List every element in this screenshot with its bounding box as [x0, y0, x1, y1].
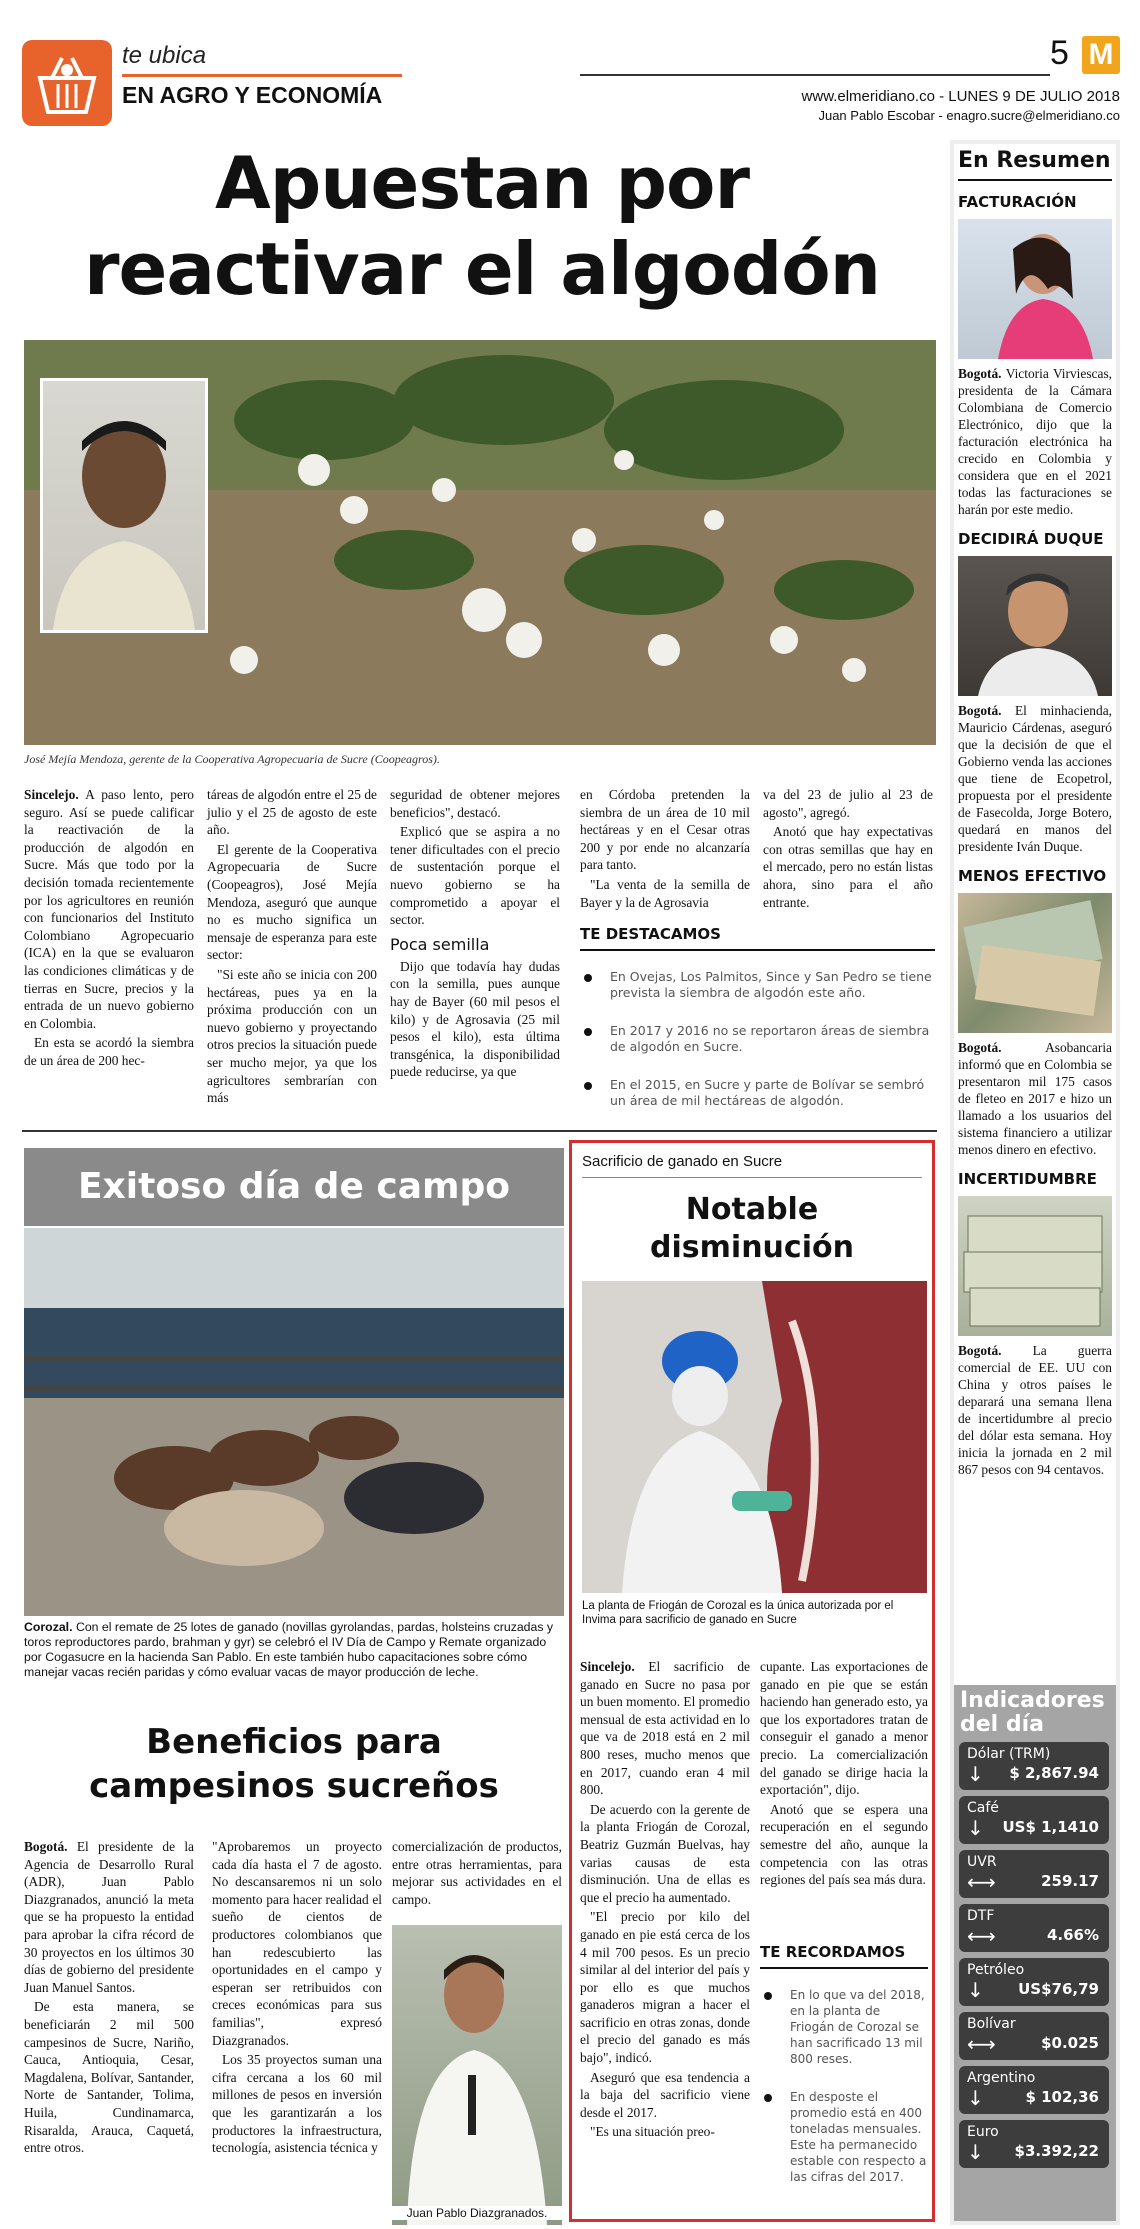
remember-title: TE RECORDAMOS — [760, 1943, 928, 1969]
ganado-article-box — [569, 1140, 935, 2222]
ganado-photo-caption: La planta de Friogán de Corozal es la única autorizada por el Invima para sacrificio de ganado en Sucre — [582, 1600, 894, 1626]
campo-banner: Exitoso día de campo — [24, 1148, 564, 1226]
beneficios-col-1: Bogotá. El presidente de la Agencia de Desarrollo Rural (ADR), Juan Pablo Diazgranados, anunció la meta que se ha propuesto la entidad para aprobar la cifra récord de 30 proyectos en los últimos 30 días de gobierno del presidente Juan Manuel Santos. De esta manera, se beneficiarán 2 mil 500 campesinos de Sucre, Nariño, Cauca, Antioquia, Cesar, Magdalena, Bolívar, Santander, Norte de Santander, Tolima, Huila, Cundinamarca, Risaralda, Arauca, Caquetá, entre otros. — [24, 1839, 194, 2156]
bullet-icon — [584, 1082, 592, 1090]
section-main-label: EN AGRO Y ECONOMÍA — [122, 82, 383, 108]
kicker-rule — [582, 1177, 922, 1178]
indicator-uvr: UVR ⟷ 259.17 — [959, 1850, 1109, 1898]
subhead-poca-semilla: Poca semilla — [390, 934, 490, 954]
bullet-icon — [764, 2094, 772, 2102]
main-col-5: va del 23 de julio al 23 de agosto", agregó. Anotó que hay expectativas con otras semillas que hay en el mercado, pero no están listas ahora, sino para el año entrante. — [763, 787, 933, 910]
ganado-kicker: Sacrificio de ganado en Sucre — [582, 1153, 783, 1170]
diazgranados-photo — [392, 1925, 562, 2225]
main-col-3: seguridad de obtener mejores beneficios", destacó. Explicó que se aspira a no tener dificultades con el precio de sustentación porque el nuevo gobierno se ha comprometido a apoyar el sector. Poca semilla Dijo que todavía hay dudas con la semilla, pues aunque hay de Bayer (60 mil pesos el kilo) y de Agrosavia (25 mil pesos el kilo), esta última transgénica, la disponibilidad puede reducirse, ya que — [390, 787, 560, 1080]
sidebar-heading: INCERTIDUMBRE — [958, 1170, 1097, 1188]
sidebar-photo-efectivo — [958, 893, 1112, 1033]
highlight-item: En Ovejas, Los Palmitos, Since y San Pedro se tiene prevista la siembra de algodón este año. — [580, 969, 935, 1001]
bullet-icon — [764, 1992, 772, 2000]
main-col-4: en Córdoba pretenden la siembra de un área de 10 mil hectáreas y en el Cesar otras 200 y por ende no alcanzaría para tanto. "La venta de la semilla de Bayer y la de Agrosavia — [580, 787, 750, 910]
beneficios-headline: Beneficios para campesinos sucreños — [89, 1722, 499, 1806]
dateline: www.elmeridiano.co - LUNES 9 DE JULIO 2018 — [801, 88, 1120, 105]
sidebar-heading: FACTURACIÓN — [958, 193, 1077, 211]
portrait-inset-photo — [40, 378, 208, 633]
highlight-item: En 2017 y 2016 no se reportaron áreas de siembra de algodón en Sucre. — [580, 1023, 935, 1055]
basket-logo-icon — [22, 40, 112, 126]
sidebar-heading: MENOS EFECTIVO — [958, 867, 1107, 885]
cotton-field-photo — [24, 340, 936, 745]
bullet-icon — [584, 1028, 592, 1036]
arrow-flat-icon: ⟷ — [967, 2032, 996, 2056]
main-col-2: táreas de algodón entre el 25 de julio y el 25 de agosto de este año. El gerente de la Cooperativa Agropecuaria de Sucre (Coopeagros), José Mejía Mendoza, aseguró que aunque no es mucho significa un mensaje de esperanza para este sector: "Si este año se inicia con 200 hectáreas, pues ya en la próxima producción con un nuevo gobierno y proyectando otros precios la situación puede ser mucho mejor, ya que los agricultores sembrarían con más — [207, 787, 377, 1106]
indicator-petroleo: Petróleo ↓ US$76,79 — [959, 1958, 1109, 2006]
main-headline: Apuestan por reactivar el algodón — [84, 141, 880, 311]
arrow-down-icon: ↓ — [967, 1762, 984, 1786]
beneficios-col-2: "Aprobaremos un proyecto cada día hasta el 7 de agosto. No descansaremos ni un solo momento para hacer realidad el sueño de cientos de productores colombianos que han redescubierto las oportunidades en el campo y esperan ser retribuidos con creces económicas para sus familias", expresó Diazgranados. Los 35 proyectos suman una cifra cercana a los 60 mil millones de pesos en inversión que les garantizarán a los productores la infraestructura, tecnología, asistencia técnica y — [212, 1839, 382, 2156]
indicator-bolivar: Bolívar ⟷ $0.025 — [959, 2012, 1109, 2060]
author-line: Juan Pablo Escobar - enagro.sucre@elmeridiano.co — [818, 108, 1120, 123]
arrow-down-icon: ↓ — [967, 2086, 984, 2110]
section-small-label: te ubica — [122, 42, 207, 69]
campo-caption: Corozal. Con el remate de 25 lotes de ganado (novillas gyrolandas, pardas, holsteins cruzadas y toros reproductores pardo, brahman y gyr) se celebró el IV Día de Campo y Remate organizado por Cogasucre en la hacienda San Pablo. En este también hubo capacitaciones sobre cómo manejar vacas recién paridas y cómo evaluar vacas de mayor producción de leche. — [24, 1620, 554, 1679]
indicator-dtf: DTF ⟷ 4.66% — [959, 1904, 1109, 1952]
diazgranados-caption: Juan Pablo Diazgranados. — [392, 2206, 562, 2220]
arrow-down-icon: ↓ — [967, 1816, 984, 1840]
indicator-euro: Euro ↓ $3.392,22 — [959, 2120, 1109, 2168]
main-photo-caption: José Mejía Mendoza, gerente de la Cooperativa Agropecuaria de Sucre (Coopeagros). — [24, 752, 440, 766]
section-rule — [122, 74, 402, 77]
arrow-flat-icon: ⟷ — [967, 1870, 996, 1894]
beneficios-col-3: comercialización de productos, entre otras herramientas, para mejorar sus actividades en el campo. — [392, 1839, 562, 1907]
ganado-col-1: Sincelejo. El sacrificio de ganado en Sucre no pasa por un buen momento. El promedio mensual de esta actividad en lo que va de 2018 está en 2 mil 800 reses, mucho menos que en 2017, cuando eran 4 mil 800. De acuerdo con la gerente de la planta Friogán de Corozal, Beatriz Guzmán Buelvas, hay varias causas de esta disminución. Una de ellas es que el precio ha aumentado. "El precio por kilo del ganado en pie está cerca de los 4 mil 700 pesos. Es un precio similar al del interior del país y por ello es que muchos ganaderos migran a hacer el sacrificio en otras zonas, donde el precio del ganado es más bajo", indicó. Aseguró que esa tendencia a la baja del sacrificio viene desde el 2017. "Es una situación preo- — [580, 1659, 750, 2140]
highlight-item: En el 2015, en Sucre y parte de Bolívar se sembró un área de mil hectáreas de algodón. — [580, 1077, 935, 1109]
sidebar-photo-duque — [958, 556, 1112, 696]
indicators-title: Indicadores del día — [960, 1688, 1105, 1737]
header-rule — [580, 74, 1050, 76]
arrow-down-icon: ↓ — [967, 1978, 984, 2002]
highlights-title: TE DESTACAMOS — [580, 925, 935, 951]
arrow-flat-icon: ⟷ — [967, 1924, 996, 1948]
indicator-dolar: Dólar (TRM) ↓ $ 2,867.94 — [959, 1742, 1109, 1790]
main-col-1: Sincelejo. A paso lento, pero seguro. Así se puede calificar la reactivación de la producción de algodón en Sucre. Más que todo por la decisión tomada recientemente por los agricultores en reunión con funcionarios del Instituto Colombiano Agropecuario (ICA) en la que se evaluaron las condiciones climáticas y de tierras en Sucre, precios y la entrada de un nuevo gobierno en Colombia. En esta se acordó la siembra de un área de 200 hec- — [24, 787, 195, 1068]
remember-box — [760, 1943, 928, 2207]
sidebar-photo-dolares — [958, 1196, 1112, 1336]
section-divider — [22, 1130, 937, 1132]
sidebar-heading: DECIDIRÁ DUQUE — [958, 530, 1104, 548]
indicator-cafe: Café ↓ US$ 1,1410 — [959, 1796, 1109, 1844]
page-number: 5 — [1050, 34, 1069, 72]
sidebar-photo-facturacion — [958, 219, 1112, 359]
indicator-argentino: Argentino ↓ $ 102,36 — [959, 2066, 1109, 2114]
newspaper-logo: M — [1082, 36, 1120, 74]
cattle-photo — [24, 1228, 564, 1616]
indicators-panel — [954, 1685, 1116, 2221]
remember-item: En lo que va del 2018, en la planta de Friogán de Corozal se han sacrificado 13 mil 800 reses. — [760, 1987, 928, 2067]
ganado-col-2: cupante. Las exportaciones de ganado en pie que se están haciendo han generado esto, ya que los exportadores tratan de conseguir el ganado a menor precio. La comercialización del ganado se dirige hacia la exportación", dijo. Anotó que se espera una recuperación en el segundo semestre del año, aunque la competencia con las otras regiones del país sea más dura. — [760, 1659, 928, 1888]
sidebar-resumen: En Resumen FACTURACIÓN Bogotá. Victoria Virviescas, presidenta de la Cámara Colombiana de Comercio Electrónico, dijo que la facturación electrónica ha crecido en Colombia y considera que en el 2021 todas las facturaciones se harán por este medio. DECIDIRÁ DUQUE Bogotá. El minhacienda, Mauricio Cárdenas, aseguró que la decisión de que el Gobierno venda las acciones que tiene de Ecopetrol, propuesta por el presidente de Fasecolda, Jorge Botero, quedará en manos del presidente Iván Duque. MENOS EFECTIVO Bogotá. Asobancaria informó que en Colombia se presentaron mil 175 casos de fleteo en 2017 e hizo un llamado a los usuarios del sistema financiero a utilizar menos dinero en efectivo. INCERTIDUMBRE Bogotá. La guerra comercial de EE. UU con China y otros países le deparará una semana llena de incertidumbre al precio del dólar esta semana. Hoy inicia la jornada en 2 mil 867 pesos con 94 centavos. Indicadores del día Dólar (TRM) ↓ $ 2,867.94 Café ↓ US$ 1,1410 UVR ⟷ 259.17 DTF ⟷ 4.66% Petróleo ↓ US$76,79 Bolívar ⟷ $0.025 Argentino ↓ $ 102,36 Euro ↓ $3.392,22 — [950, 140, 1120, 2225]
arrow-down-icon: ↓ — [967, 2140, 984, 2164]
sidebar-title: En Resumen — [958, 140, 1112, 181]
remember-item: En desposte el promedio está en 400 toneladas mensuales. Este ha permanecido estable con respecto a las cifras del 2017. — [760, 2089, 928, 2185]
bullet-icon — [584, 974, 592, 982]
ganado-headline: Notable disminución — [650, 1192, 854, 1265]
slaughterhouse-photo — [582, 1281, 927, 1593]
highlights-box — [580, 925, 935, 1131]
section-header — [22, 40, 402, 130]
